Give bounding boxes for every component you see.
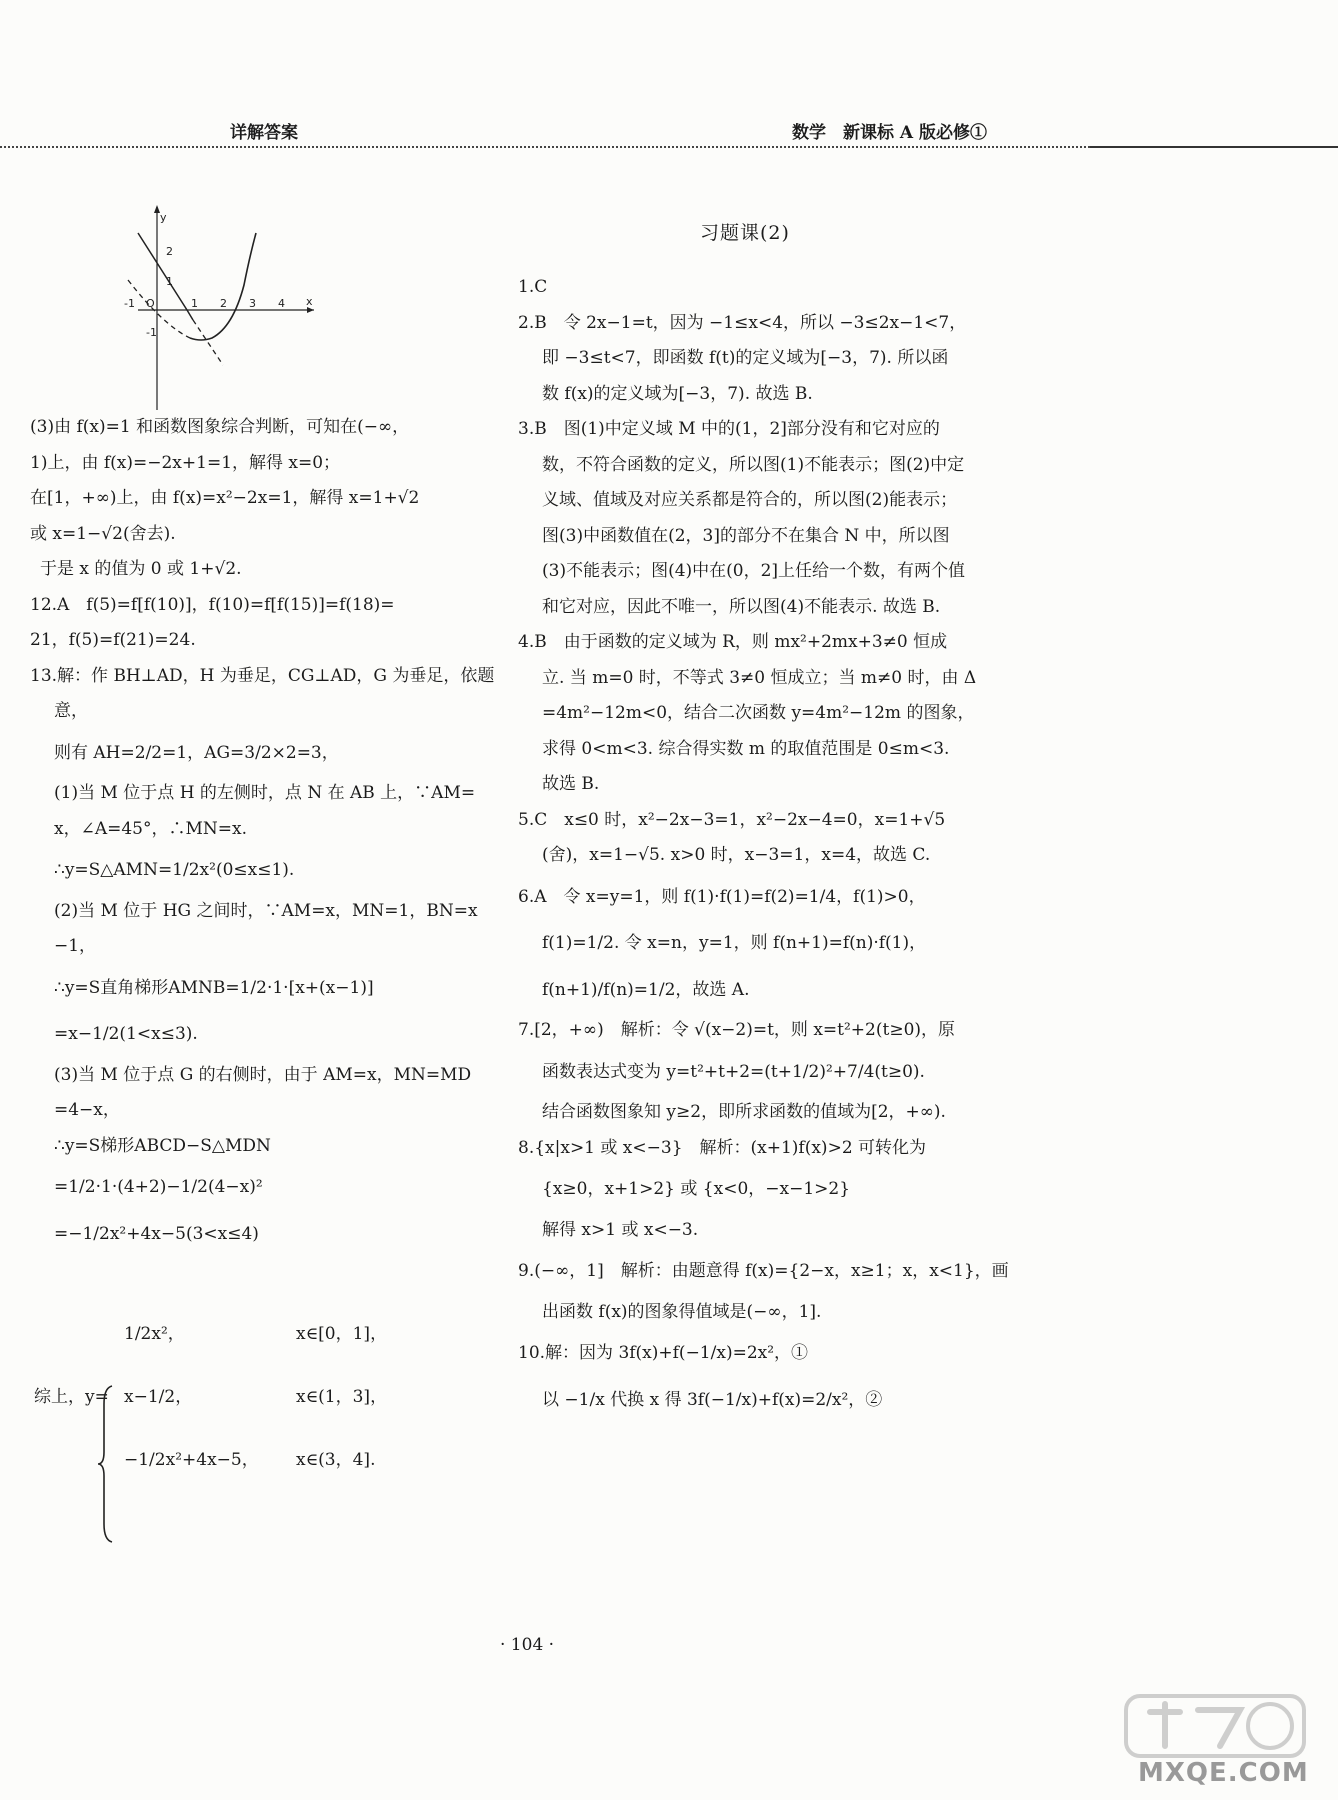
left-line-4: 或 x=1−√2(舍去). bbox=[30, 523, 176, 544]
right-line-5: 3.B 图(1)中定义域 M 中的(1，2]部分没有和它对应的 bbox=[518, 419, 940, 439]
left-line-7: 21，f(5)=f(21)=24. bbox=[30, 630, 196, 650]
summary-case-1-cond: x∈[0，1]， bbox=[296, 1324, 388, 1344]
header-divider-solid bbox=[1090, 146, 1338, 148]
left-column bbox=[30, 415, 495, 1262]
right-line-13: =4m²−12m<0，结合二次函数 y=4m²−12m 的图象， bbox=[542, 703, 975, 723]
right-line-19: f(1)=1/2. 令 x=n，y=1，则 f(n+1)=f(n)·f(1)， bbox=[542, 933, 927, 953]
right-line-3: 即 −3≤t<7，即函数 f(t)的定义域为[−3，7). 所以函 bbox=[542, 348, 949, 368]
page-number: · 104 · bbox=[500, 1635, 555, 1655]
left-line-12: x，∠A=45°，∴MN=x. bbox=[54, 818, 248, 839]
watermark-url: MXQE.COM bbox=[1138, 1758, 1309, 1788]
left-line-1: (3)由 f(x)=1 和函数图象综合判断，可知在(−∞， bbox=[30, 417, 410, 437]
section-title: 习题课(2) bbox=[700, 222, 790, 244]
right-line-18: 6.A 令 x=y=1，则 f(1)·f(1)=f(2)=1/4，f(1)>0， bbox=[518, 886, 926, 907]
right-line-2: 2.B 令 2x−1=t，因为 −1≤x<4，所以 −3≤2x−1<7， bbox=[518, 312, 967, 333]
right-line-9: (3)不能表示；图(4)中在(0，2]上任给一个数，有两个值 bbox=[542, 561, 966, 581]
right-line-12: 立. 当 m=0 时，不等式 3≠0 恒成立；当 m≠0 时，由 Δ bbox=[542, 667, 977, 688]
tick-x-1: 1 bbox=[191, 297, 198, 310]
left-line-9: 意， bbox=[54, 701, 88, 721]
y-axis-label: y bbox=[160, 211, 167, 224]
right-column bbox=[518, 275, 1009, 1428]
left-line-14: (2)当 M 位于 HG 之间时，∵AM=x，MN=1，BN=x bbox=[54, 900, 478, 921]
right-line-25: {x≥0，x+1>2} 或 {x<0，−x−1>2} bbox=[542, 1179, 851, 1199]
right-line-7: 义域、值域及对应关系都是符合的，所以图(2)能表示； bbox=[542, 490, 958, 510]
summary-case-3-expr: −1/2x²+4x−5， bbox=[124, 1450, 259, 1470]
tick-x-neg1: -1 bbox=[124, 297, 135, 310]
right-line-10: 和它对应，因此不唯一，所以图(4)不能表示. 故选 B. bbox=[542, 596, 941, 617]
tick-y-neg1: -1 bbox=[146, 326, 157, 339]
parabola-solid-branch bbox=[190, 233, 256, 340]
left-line-10: 则有 AH=2/2=1，AG=3/2×2=3， bbox=[54, 742, 339, 763]
right-line-17: (舍)，x=1−√5. x>0 时，x−3=1，x=4，故选 C. bbox=[542, 845, 931, 865]
left-line-8: 13.解：作 BH⊥AD，H 为垂足，CG⊥AD，G 为垂足，依题 bbox=[30, 665, 495, 686]
left-line-16: ∴y=S直角梯形AMNB=1/2·1·[x+(x−1)] bbox=[54, 977, 374, 998]
left-line-2: 1)上，由 f(x)=−2x+1=1，解得 x=0； bbox=[30, 452, 341, 473]
line-dashed-branch bbox=[193, 320, 223, 365]
right-line-29: 10.解：因为 3f(x)+f(−1/x)=2x²，① bbox=[518, 1343, 809, 1363]
tick-x-4: 4 bbox=[278, 297, 285, 310]
left-line-19: =4−x， bbox=[54, 1100, 120, 1120]
tick-y-2: 2 bbox=[166, 245, 173, 258]
tick-x-3: 3 bbox=[249, 297, 256, 310]
left-line-6: 12.A f(5)=f[f(10)]，f(10)=f[f(15)]=f(18)= bbox=[30, 594, 395, 615]
header-left-title: 详解答案 bbox=[230, 123, 298, 143]
origin-label: O bbox=[146, 297, 155, 310]
left-line-3: 在[1，+∞)上，由 f(x)=x²−2x=1，解得 x=1+√2 bbox=[30, 488, 420, 508]
right-line-21: 7.[2，+∞) 解析：令 √(x−2)=t，则 x=t²+2(t≥0)，原 bbox=[518, 1020, 956, 1040]
x-axis-label: x bbox=[306, 295, 313, 308]
left-line-22: =−1/2x²+4x−5(3<x≤4) bbox=[54, 1223, 259, 1244]
function-graph bbox=[124, 205, 458, 410]
summary-case-3-cond: x∈(3，4]. bbox=[296, 1450, 376, 1470]
tick-y-1: 1 bbox=[166, 275, 173, 288]
right-line-27: 9.(−∞，1] 解析：由题意得 f(x)={2−x，x≥1；x，x<1}，画 bbox=[518, 1261, 1009, 1281]
summary-brace bbox=[96, 1384, 116, 1544]
summary-case-2-cond: x∈(1，3]， bbox=[296, 1387, 388, 1407]
left-line-18: (3)当 M 位于点 G 的右侧时，由于 AM=x，MN=MD bbox=[54, 1064, 472, 1085]
header-right-title: 数学 新课标 A 版必修① bbox=[792, 123, 988, 143]
summary-case-1-expr: 1/2x²， bbox=[124, 1324, 185, 1344]
parabola-dashed-branch bbox=[128, 280, 190, 338]
left-line-11: (1)当 M 位于点 H 的左侧时，点 N 在 AB 上，∵AM= bbox=[54, 783, 476, 803]
right-line-28: 出函数 f(x)的图象得值域是(−∞，1]. bbox=[542, 1301, 822, 1322]
right-line-4: 数 f(x)的定义域为[−3，7). 故选 B. bbox=[542, 383, 813, 404]
right-line-22: 函数表达式变为 y=t²+t+2=(t+1/2)²+7/4(t≥0). bbox=[542, 1061, 925, 1082]
right-line-30: 以 −1/x 代换 x 得 3f(−1/x)+f(x)=2/x²，② bbox=[542, 1389, 883, 1410]
right-line-1: 1.C bbox=[518, 277, 548, 297]
right-line-26: 解得 x>1 或 x<−3. bbox=[542, 1219, 699, 1240]
left-line-5: 于是 x 的值为 0 或 1+√2. bbox=[40, 559, 242, 579]
right-line-14: 求得 0<m<3. 综合得实数 m 的取值范围是 0≤m<3. bbox=[542, 738, 950, 759]
right-line-6: 数，不符合函数的定义，所以图(1)不能表示；图(2)中定 bbox=[542, 454, 965, 475]
left-line-17: =x−1/2(1<x≤3). bbox=[54, 1024, 198, 1044]
right-line-23: 结合函数图象知 y≥2，即所求函数的值域为[2，+∞). bbox=[542, 1102, 946, 1122]
right-line-15: 故选 B. bbox=[542, 774, 600, 794]
left-line-15: −1， bbox=[54, 936, 97, 956]
right-line-20: f(n+1)/f(n)=1/2，故选 A. bbox=[542, 979, 750, 1000]
summary-case-2-expr: x−1/2， bbox=[124, 1387, 193, 1407]
tick-x-2: 2 bbox=[220, 297, 227, 310]
right-line-24: 8.{x|x>1 或 x<−3} 解析：(x+1)f(x)>2 可转化为 bbox=[518, 1137, 927, 1158]
left-line-21: =1/2·1·(4+2)−1/2(4−x)² bbox=[54, 1177, 263, 1197]
right-line-16: 5.C x≤0 时，x²−2x−3=1，x²−2x−4=0，x=1+√5 bbox=[518, 809, 946, 830]
left-line-20: ∴y=S梯形ABCD−S△MDN bbox=[54, 1135, 271, 1156]
left-line-13: ∴y=S△AMN=1/2x²(0≤x≤1). bbox=[54, 860, 295, 880]
summary-prefix: 综上，y= bbox=[34, 1387, 109, 1407]
right-line-8: 图(3)中函数值在(2，3]的部分不在集合 N 中，所以图 bbox=[542, 525, 950, 546]
right-line-11: 4.B 由于函数的定义域为 R，则 mx²+2mx+3≠0 恒成 bbox=[518, 632, 948, 652]
